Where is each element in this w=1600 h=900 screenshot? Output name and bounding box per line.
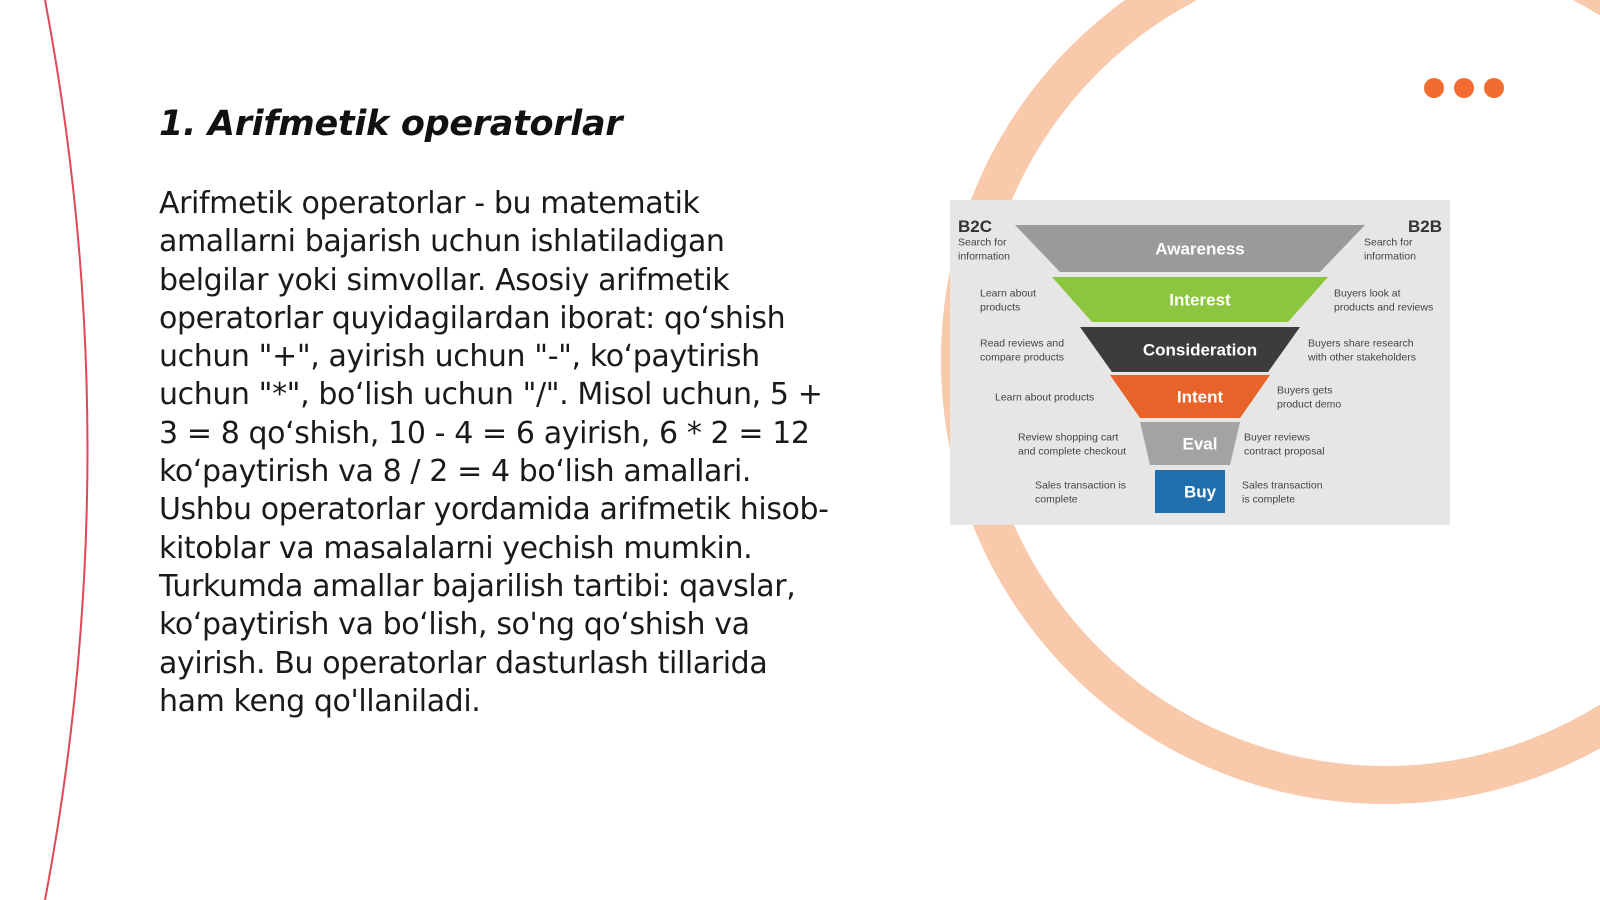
- funnel-b2c-note: Read reviews and: [980, 337, 1065, 350]
- funnel-b2c-note: Learn about: [980, 287, 1037, 300]
- funnel-b2b-note: Sales transaction: [1242, 479, 1323, 492]
- funnel-b2b-note: with other stakeholders: [1308, 351, 1416, 364]
- dot-icon: [1424, 78, 1444, 98]
- funnel-stage-label: Interest: [1169, 290, 1231, 310]
- funnel-b2c-note: products: [980, 301, 1021, 314]
- funnel-b2b-note: Buyers look at: [1334, 287, 1401, 300]
- funnel-b2b-note: information: [1364, 250, 1416, 263]
- funnel-b2b-note: contract proposal: [1244, 445, 1325, 458]
- dot-icon: [1484, 78, 1504, 98]
- funnel-stage-label: Buy: [1183, 482, 1217, 502]
- menu-dots: [1424, 78, 1504, 98]
- funnel-b2b-note: products and reviews: [1334, 301, 1434, 314]
- funnel-stage-label: Intent: [1176, 387, 1224, 407]
- slide-body-text: Arifmetik operatorlar - bu matematik amallarni bajarish uchun ishlatiladigan belgilar yoki simvollar. Asosiy arifmetik operatorlar quyidagilardan iborat: qoʻshish uchun "+", ayirish uchun "-", koʻpaytirish uchun "*", boʻlish uchun "/". Misol uchun, 5 + 3 = 8 qoʻshish, 10 - 4 = 6 ayirish, 6 * 2 = 12 koʻpaytirish va 8 / 2 = 4 boʻlish amallari. Ushbu operatorlar yordamida arifmetik hisob-kitoblar va masalalarni yechish mumkin. Turkumda amallar bajarilish tartibi: qavslar, koʻpaytirish va boʻlish, so'ng qoʻshish va ayirish. Bu operatorlar dasturlash tillarida ham keng qo'llaniladi.: [159, 186, 829, 719]
- funnel-b2b-note: product demo: [1277, 398, 1342, 411]
- funnel-stage-label: Eval: [1182, 434, 1218, 454]
- funnel-b2c-note: information: [958, 250, 1010, 263]
- funnel-image: [950, 200, 1450, 525]
- funnel-b2c-note: complete: [1035, 493, 1078, 506]
- funnel-left-header: B2C: [958, 217, 993, 236]
- funnel-b2c-note: Review shopping cart: [1018, 431, 1119, 444]
- funnel-b2c-note: Learn about products: [995, 391, 1095, 404]
- funnel-b2b-note: Buyers gets: [1277, 384, 1333, 397]
- slide-title: 1. Arifmetik operatorlar: [159, 104, 623, 144]
- funnel-b2b-note: is complete: [1242, 493, 1296, 506]
- funnel-b2c-note: Search for: [958, 236, 1007, 249]
- funnel-stage-label: Consideration: [1142, 340, 1258, 360]
- funnel-b2b-note: Search for: [1364, 236, 1413, 249]
- left-curve-line: [45, 0, 88, 900]
- funnel-b2b-note: Buyer reviews: [1244, 431, 1310, 444]
- funnel-b2c-note: Sales transaction is: [1035, 479, 1127, 492]
- funnel-b2c-note: and complete checkout: [1018, 445, 1126, 458]
- funnel-right-header: B2B: [1407, 217, 1442, 236]
- funnel-b2b-note: Buyers share research: [1308, 337, 1414, 350]
- funnel-stage-label: Awareness: [1155, 239, 1245, 259]
- funnel-diagram: [950, 200, 1450, 525]
- dot-icon: [1454, 78, 1474, 98]
- funnel-b2c-note: compare products: [980, 351, 1065, 364]
